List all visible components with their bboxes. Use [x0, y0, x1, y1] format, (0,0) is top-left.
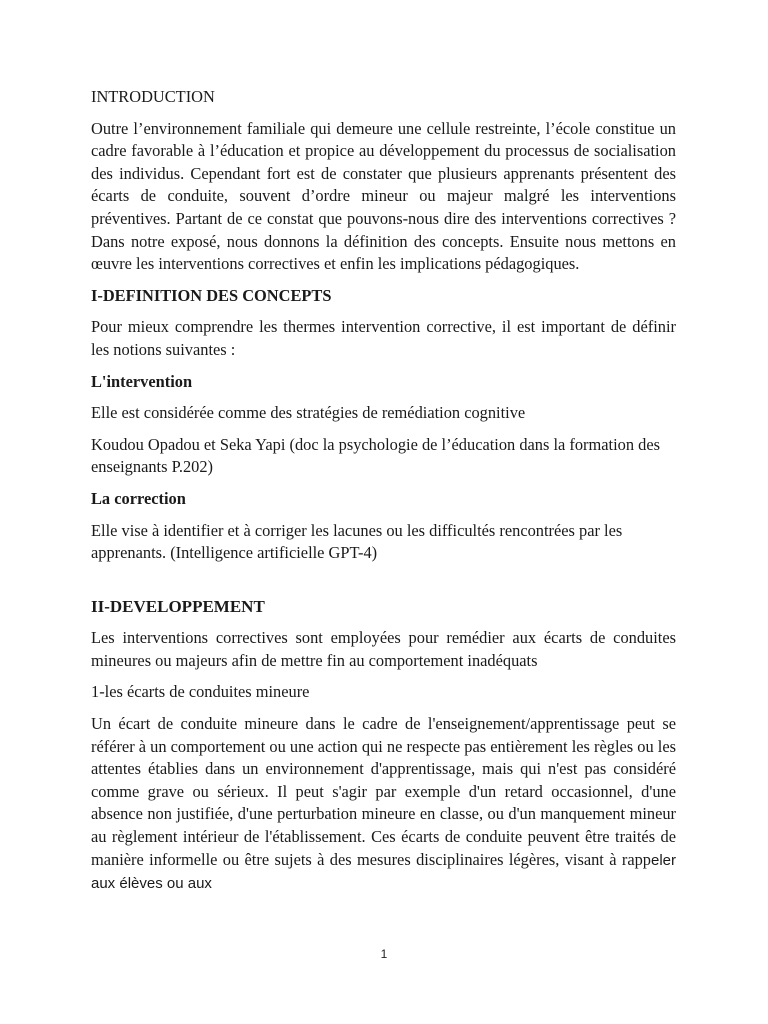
introduction-heading: INTRODUCTION — [91, 87, 215, 106]
section-definition-heading: I-DEFINITION DES CONCEPTS — [91, 285, 332, 305]
document-body — [91, 86, 676, 905]
intervention-source: Koudou Opadou et Seka Yapi (doc la psychologie de l’éducation dans la formation des enseignants P.202) — [91, 434, 660, 477]
subsection-minor-paragraph-text: Un écart de conduite mineure dans le cadre de l'enseignement/apprentissage peut se référer à un comportement ou une action qui ne respecte pas entièrement les règles ou les attentes établies dans un environnement d'apprentissage, mais qui n'est pas considéré comme grave ou sérieux. Il peut s'agir par exemple d'un retard occasionnel, d'une absence non justifiée, d'une perturbation mineure en classe, ou d'un manquement mineur au règlement intérieur de l'établissement. Ces écarts de conduite peuvent être traités de manière informelle ou être sujets à des mesures disciplinaires légères, visant à rapp — [91, 714, 676, 869]
page-number: 1 — [380, 947, 388, 961]
correction-heading: La correction — [91, 488, 186, 508]
subsection-minor-paragraph — [91, 713, 676, 896]
introduction-paragraph: Outre l’environnement familiale qui demeure une cellule restreinte, l’école constitue un cadre favorable à l’éducation et propice au développement du processus de socialisation des individus. Cependant fort est de constater que plusieurs apprenants présentent des écarts de conduite, souvent d’ordre mineur ou majeur malgré les interventions préventives. Partant de ce constat que pouvons-nous dire des interventions correctives ? Dans notre exposé, nous donnons la définition des concepts. Ensuite nous mettons en œuvre les interventions correctives et enfin les implications pédagogiques. — [91, 118, 676, 274]
intervention-heading: L'intervention — [91, 371, 193, 391]
subsection-minor-heading: 1-les écarts de conduites mineure — [91, 682, 310, 702]
subsection-minor-paragraph-tail: eler aux élèves ou aux — [91, 851, 676, 893]
intervention-definition: Elle est considérée comme des stratégies de remédiation cognitive — [91, 403, 526, 423]
section-development-heading: II-DEVELOPPEMENT — [91, 596, 265, 616]
correction-definition: Elle vise à identifier et à corriger les lacunes ou les difficultés rencontrées par les apprenants. (Intelligence artificielle GPT-4) — [91, 520, 623, 563]
section-definition-paragraph: Pour mieux comprendre les thermes intervention corrective, il est important de définir les notions suivantes : — [91, 317, 676, 359]
section-development-paragraph: Les interventions correctives sont employées pour remédier aux écarts de conduites mineures ou majeurs afin de mettre fin au comportement inadéquats — [91, 628, 676, 670]
